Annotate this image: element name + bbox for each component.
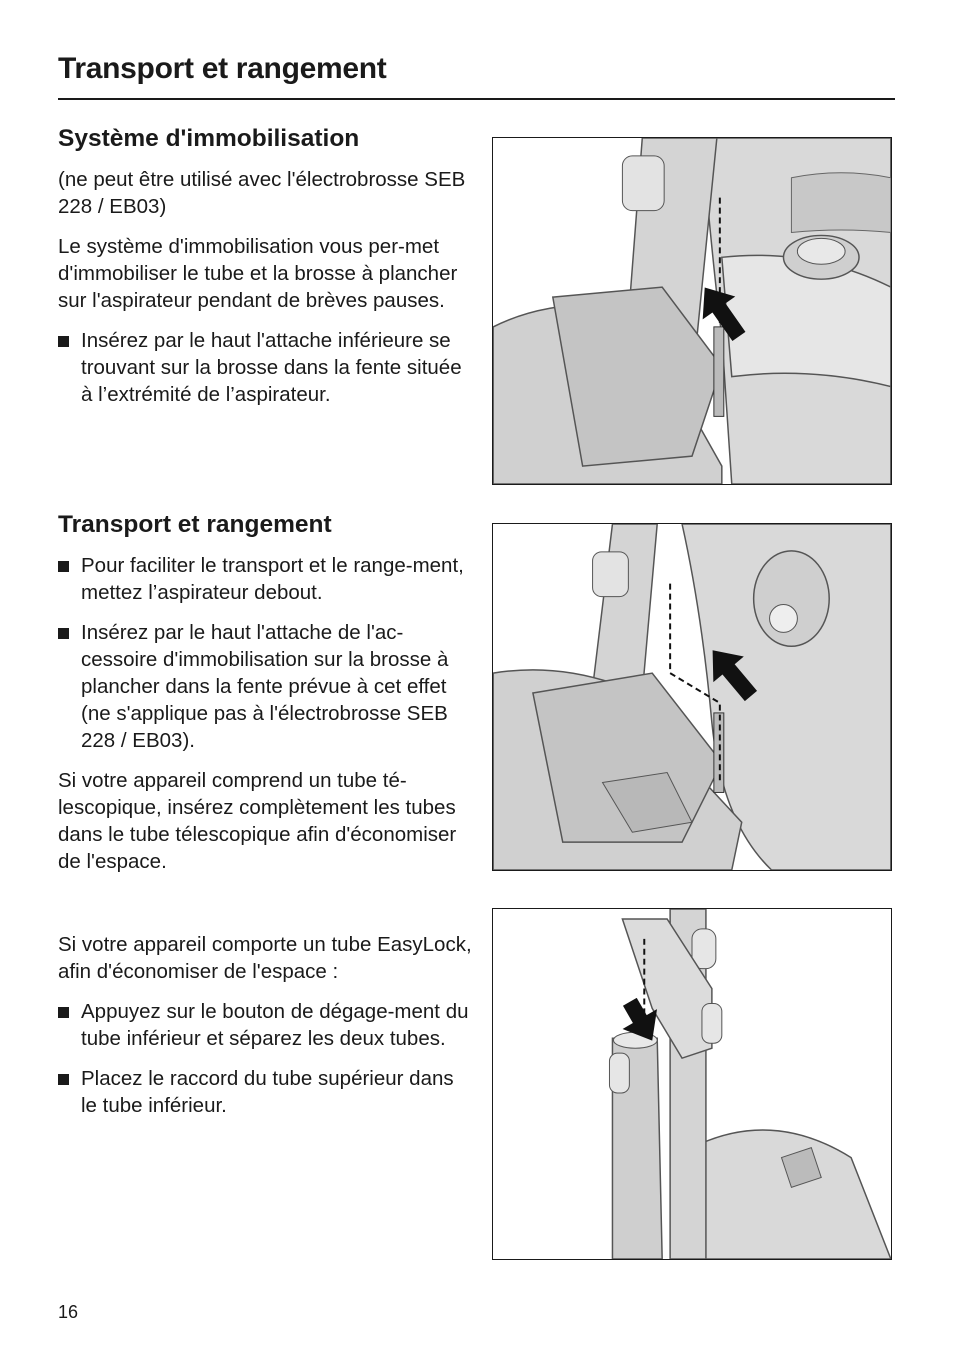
- square-bullet-icon: [58, 1074, 69, 1085]
- vacuum-parking-illustration: [493, 138, 891, 484]
- instruction-text: Placez le raccord du tube supérieur dans le tube inférieur.: [81, 1067, 454, 1117]
- instruction-item: [58, 1065, 473, 1119]
- instruction-list: [58, 327, 473, 408]
- description-paragraph: Le système d'immobilisation vous per-met d'immobiliser le tube et la brosse à plancher sur l'aspirateur pendant de brèves pauses.: [58, 235, 458, 312]
- page-number: 16: [58, 1302, 79, 1322]
- section-transport: [58, 510, 473, 888]
- easylock-intro: Si votre appareil comporte un tube EasyLock, afin d'économiser de l'espace :: [58, 933, 472, 983]
- square-bullet-icon: [58, 561, 69, 572]
- section-easylock: [58, 931, 473, 1132]
- instruction-item: [58, 619, 473, 754]
- instruction-item: [58, 552, 473, 606]
- section-immobilisation: [58, 124, 473, 421]
- instruction-list: [58, 998, 473, 1119]
- square-bullet-icon: [58, 1007, 69, 1018]
- illustration-easylock-tubes: [492, 908, 892, 1260]
- instruction-list: [58, 552, 473, 754]
- title-divider: [58, 98, 895, 100]
- instruction-item: [58, 327, 473, 408]
- compatibility-note: (ne peut être utilisé avec l'électrobrosse SEB 228 / EB03): [58, 168, 466, 218]
- easylock-tube-illustration: [493, 909, 891, 1259]
- vacuum-upright-illustration: [493, 524, 891, 870]
- instruction-item: [58, 998, 473, 1052]
- page-title: Transport et rangement: [58, 52, 387, 85]
- square-bullet-icon: [58, 336, 69, 347]
- section-heading-immobilisation: Système d'immobilisation: [58, 125, 360, 152]
- illustration-parking-system: [492, 137, 892, 485]
- instruction-text: Pour faciliter le transport et le range-ment, mettez l’aspirateur debout.: [81, 554, 464, 604]
- telescopic-tube-paragraph: Si votre appareil comprend un tube té-lescopique, insérez complètement les tubes dans le tube télescopique afin d'économiser de l'espace.: [58, 769, 457, 873]
- instruction-text: Insérez par le haut l'attache de l'ac-cessoire d'immobilisation sur la brosse à plancher dans la fente prévue à cet effet (ne s'applique pas à l'électrobrosse SEB 228 / EB03).: [81, 621, 449, 752]
- instruction-text: Appuyez sur le bouton de dégage-ment du tube inférieur et séparez les deux tubes.: [81, 1000, 469, 1050]
- instruction-text: Insérez par le haut l'attache inférieure se trouvant sur la brosse dans la fente située à l’extrémité de l’aspirateur.: [81, 329, 462, 406]
- square-bullet-icon: [58, 628, 69, 639]
- illustration-upright-storage: [492, 523, 892, 871]
- section-heading-transport: Transport et rangement: [58, 511, 332, 538]
